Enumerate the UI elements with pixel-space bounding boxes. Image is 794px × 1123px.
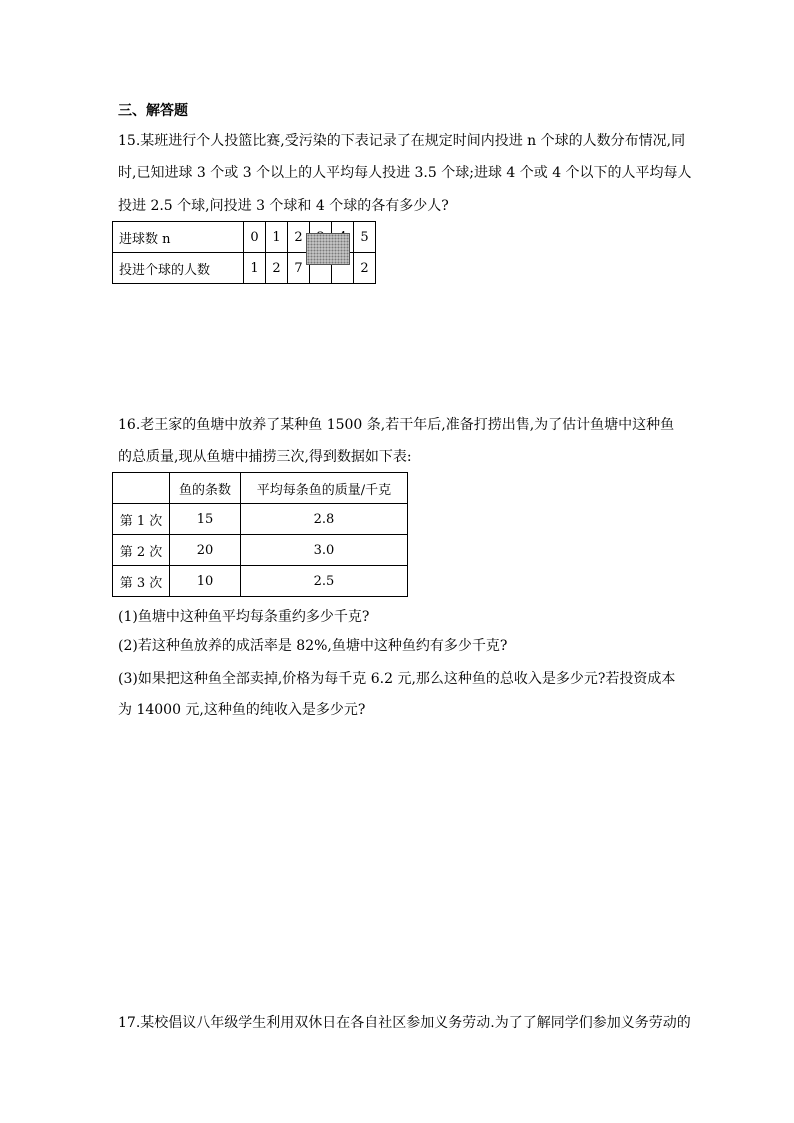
table-cell: 投进个球的人数 (113, 253, 244, 284)
q16-sub-4: 为 14000 元,这种鱼的纯收入是多少元? (118, 702, 366, 718)
q16-sub-2: (2)若这种鱼放养的成活率是 82%,鱼塘中这种鱼约有多少千克? (118, 638, 508, 654)
q16-line-2: 的总质量,现从鱼塘中捕捞三次,得到数据如下表: (118, 449, 412, 465)
table-cell: 2.8 (241, 504, 408, 535)
q16-sub-1: (1)鱼塘中这种鱼平均每条重约多少千克? (118, 609, 370, 625)
table-cell: 15 (170, 504, 241, 535)
table-row (113, 473, 408, 504)
table-header-cell: 鱼的条数 (170, 473, 241, 504)
table-cell: 第 1 次 (113, 504, 170, 535)
q15-line-2: 时,已知进球 3 个或 3 个以上的人平均每人投进 3.5 个球;进球 4 个或 4 个以下的人平均每人 (118, 165, 692, 181)
q15-line-1: 15.某班进行个人投篮比赛,受污染的下表记录了在规定时间内投进 n 个球的人数分布情况,同 (118, 133, 686, 149)
table-cell: 10 (170, 566, 241, 597)
table-cell: 1 (244, 253, 266, 284)
section-title: 三、解答题 (118, 103, 188, 119)
table-cell: 0 (244, 222, 266, 253)
table-row (113, 535, 408, 566)
table-cell: 2.5 (241, 566, 408, 597)
stain-smudge (306, 233, 350, 265)
table-cell: 2 (288, 222, 310, 253)
table-cell: 3.0 (241, 535, 408, 566)
q16-table (112, 472, 408, 597)
table-cell: 第 3 次 (113, 566, 170, 597)
table-cell: 第 2 次 (113, 535, 170, 566)
q15-line-3: 投进 2.5 个球,问投进 3 个球和 4 个球的各有多少人? (118, 198, 449, 214)
table-cell: 5 (354, 222, 376, 253)
table-cell: 进球数 n (113, 222, 244, 253)
q16-line-1: 16.老王家的鱼塘中放养了某种鱼 1500 条,若干年后,准备打捞出售,为了估计鱼塘中这种鱼 (118, 417, 675, 433)
table-cell: 7 (288, 253, 310, 284)
table-header-cell: 平均每条鱼的质量/千克 (241, 473, 408, 504)
table-row (113, 504, 408, 535)
table-cell: 2 (266, 253, 288, 284)
table-header-cell (113, 473, 170, 504)
q17-line-1: 17.某校倡议八年级学生利用双休日在各自社区参加义务劳动.为了了解同学们参加义务劳动的 (118, 1015, 691, 1031)
table-cell: 20 (170, 535, 241, 566)
table-row (113, 566, 408, 597)
table-cell: 1 (266, 222, 288, 253)
table-cell: 2 (354, 253, 376, 284)
q16-sub-3: (3)如果把这种鱼全部卖掉,价格为每千克 6.2 元,那么这种鱼的总收入是多少元?若投资成本 (118, 671, 676, 687)
